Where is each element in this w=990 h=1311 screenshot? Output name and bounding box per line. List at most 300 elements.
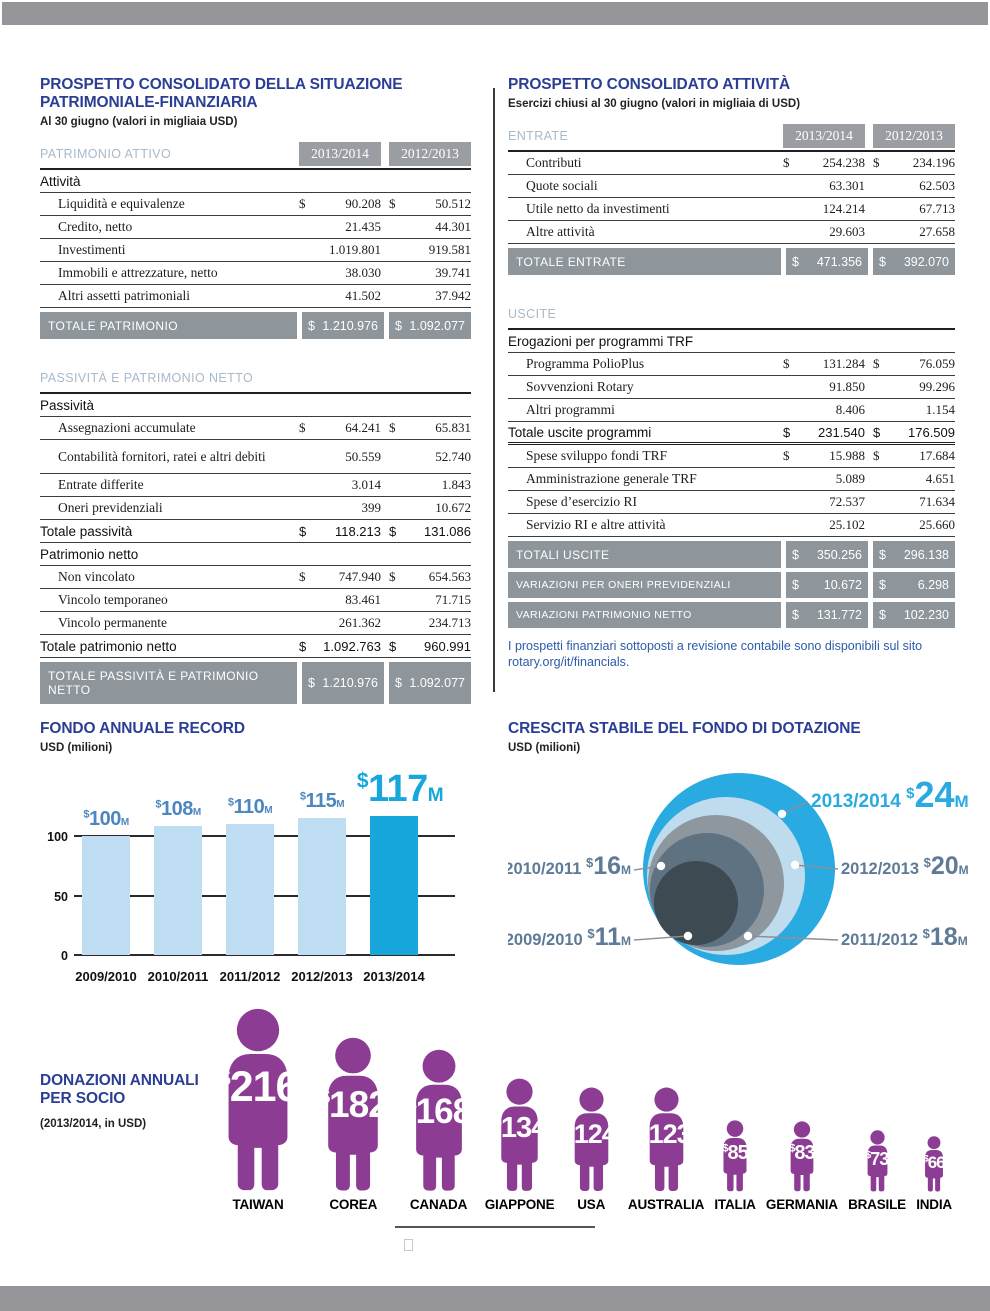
amount-cell xyxy=(389,449,471,465)
donations-title-line2: PER SOCIO xyxy=(40,1090,126,1107)
amount-value: 25.102 xyxy=(829,517,865,532)
amount-cell xyxy=(873,572,955,598)
amount-value: 50.512 xyxy=(435,196,471,211)
table-row-spacer xyxy=(508,275,955,300)
amount-cell xyxy=(873,471,955,487)
person-country-label: AUSTRALIA xyxy=(627,1197,705,1212)
amount-value: 52.740 xyxy=(435,448,471,464)
donations-subtitle: (2013/2014, in USD) xyxy=(40,1118,147,1130)
amount-cell xyxy=(873,494,955,510)
annual-fund-chart-section xyxy=(40,720,470,984)
table-row-vincolo-permanente xyxy=(40,612,471,635)
person-value-123: $123 xyxy=(641,1119,691,1149)
person-value-83: $83 xyxy=(789,1142,815,1164)
amount-value: 90.208 xyxy=(345,196,381,211)
dollar-sign: $ xyxy=(308,676,315,690)
donations-pictogram-chart xyxy=(212,998,952,1212)
year-header-2013-2014: 2013/2014 xyxy=(299,142,381,166)
person-icon xyxy=(640,1087,693,1192)
amount-cell xyxy=(783,448,865,464)
dollar-sign: $ xyxy=(389,523,397,539)
row-label: Altri assetti patrimoniali xyxy=(58,288,190,303)
table-row-utile-netto-da-investimenti xyxy=(508,198,955,221)
table-row-erogazioni-per-programmi-trf xyxy=(508,330,955,353)
person-value-85: $85 xyxy=(722,1142,748,1164)
activity-statement-section xyxy=(508,76,955,671)
amount-value: 41.502 xyxy=(345,288,381,303)
bar-2011-2012 xyxy=(226,824,274,955)
bar-2012-2013 xyxy=(298,818,346,955)
dollar-sign: $ xyxy=(395,318,402,333)
dollar-sign: $ xyxy=(792,547,799,562)
row-label: ENTRATE xyxy=(508,129,569,143)
y-tick-50: 50 xyxy=(54,889,68,904)
amount-value: 399 xyxy=(361,500,381,515)
table-row-attivit xyxy=(40,170,471,193)
row-label: Totale patrimonio netto xyxy=(40,638,177,654)
row-label: Immobili e attrezzature, netto xyxy=(58,265,218,280)
amount-cell xyxy=(389,288,471,304)
person-icon xyxy=(212,1008,304,1192)
dollar-sign: $ xyxy=(783,356,790,371)
person-value-216: $216 xyxy=(217,1063,299,1111)
person-icon xyxy=(403,1049,475,1192)
person-item-italia xyxy=(714,1120,755,1212)
amount-value: 91.850 xyxy=(829,379,865,394)
row-label: Quote sociali xyxy=(526,178,598,193)
amount-cell xyxy=(389,477,471,493)
amount-value: 25.660 xyxy=(919,517,955,532)
table-row-credito-netto xyxy=(40,216,471,239)
dollar-sign: $ xyxy=(873,424,881,440)
row-label: Spese d’esercizio RI xyxy=(526,494,637,509)
row-label: Passività xyxy=(40,397,95,413)
amount-cell xyxy=(389,524,471,539)
row-label: Utile netto da investimenti xyxy=(526,201,670,216)
table-row-vincolo-temporaneo xyxy=(40,589,471,612)
bubble-label-2013-2014: 2013/2014 $24M xyxy=(811,774,969,815)
person-country-label: USA xyxy=(577,1197,606,1212)
amount-value: 50.559 xyxy=(345,448,381,464)
callout-dot-2010-2011 xyxy=(657,862,665,870)
amount-value: 350.256 xyxy=(816,547,862,562)
amount-value: 118.213 xyxy=(334,523,381,539)
person-icon xyxy=(920,1136,948,1192)
year-header-2013-2014: 2013/2014 xyxy=(783,124,865,148)
amount-value: 29.603 xyxy=(829,224,865,239)
table-row-variazioni-per-oneri-previdenziali xyxy=(508,572,955,598)
table-row-investimenti xyxy=(40,239,471,262)
balance-sheet-title xyxy=(40,76,471,112)
amount-cell xyxy=(299,196,381,212)
amount-cell xyxy=(299,420,381,436)
table-row-contributi xyxy=(508,152,955,175)
row-label: Totale uscite programmi xyxy=(508,424,652,440)
table-row-oneri-previdenziali xyxy=(40,497,471,520)
balance-sheet-section xyxy=(40,76,471,704)
amount-value: 37.942 xyxy=(435,288,471,303)
bar-value-label-110: $110M xyxy=(227,796,273,819)
x-label-2010-2011: 2010/2011 xyxy=(147,969,209,984)
donations-title-line1: DONAZIONI ANNUALI xyxy=(40,1072,199,1089)
amount-value: 747.940 xyxy=(338,569,381,584)
amount-cell xyxy=(389,196,471,212)
amount-cell xyxy=(389,242,471,258)
table-row-totale-patrimonio xyxy=(40,312,471,339)
amount-cell xyxy=(299,524,381,539)
footer-rule xyxy=(395,1226,595,1228)
person-country-label: GERMANIA xyxy=(765,1197,838,1212)
amount-cell xyxy=(786,541,868,568)
amount-value: 102.230 xyxy=(903,608,949,622)
dollar-sign: $ xyxy=(299,420,306,435)
amount-value: 10.672 xyxy=(435,500,471,515)
person-item-germania xyxy=(766,1121,838,1212)
table-row-uscite xyxy=(508,300,955,330)
annual-fund-title: FONDO ANNUALE RECORD xyxy=(40,720,245,737)
amount-value: 76.059 xyxy=(919,356,955,371)
row-label: Liquidità e equivalenze xyxy=(58,196,185,211)
x-label-2012-2013: 2012/2013 xyxy=(291,969,353,984)
person-icon xyxy=(314,1037,392,1192)
amount-value: 3.014 xyxy=(351,477,381,492)
bar-value-label-100: $100M xyxy=(83,808,129,830)
dollar-sign: $ xyxy=(299,638,307,654)
table-row-totale-passivit xyxy=(40,520,471,543)
bubble-label-2009-2010: 2009/2010 $11M xyxy=(508,923,631,951)
amount-cell xyxy=(389,569,471,585)
person-icon xyxy=(491,1078,548,1192)
x-label-2011-2012: 2011/2012 xyxy=(219,969,281,984)
amount-value: 1.843 xyxy=(441,477,471,492)
amount-value: 1.092.077 xyxy=(409,676,465,690)
person-country-label: GIAPPONE xyxy=(484,1197,555,1212)
dollar-sign: $ xyxy=(389,638,397,654)
endowment-subtitle: USD (milioni) xyxy=(508,742,581,754)
donations-heading xyxy=(40,1072,230,1130)
amount-cell xyxy=(389,500,471,516)
amount-value: 67.713 xyxy=(919,201,955,216)
dollar-sign: $ xyxy=(299,196,306,211)
amount-value: 10.672 xyxy=(823,578,862,592)
y-tick-100: 100 xyxy=(47,830,68,844)
dollar-sign: $ xyxy=(299,569,306,584)
amount-cell xyxy=(389,639,471,654)
amount-cell xyxy=(299,569,381,585)
amount-cell xyxy=(873,379,955,395)
amount-value: 39.741 xyxy=(435,265,471,280)
year-header-2012-2013: 2012/2013 xyxy=(389,142,471,166)
amount-value: 27.658 xyxy=(919,224,955,239)
table-row-totale-entrate xyxy=(508,248,955,275)
dollar-sign: $ xyxy=(299,523,307,539)
amount-cell xyxy=(783,178,865,194)
person-country-label: BRASILE xyxy=(848,1197,906,1212)
row-label: Non vincolato xyxy=(58,569,135,584)
table-row-immobili-e-attrezzature-netto xyxy=(40,262,471,285)
amount-cell xyxy=(299,242,381,258)
table-row-liquidit-e-equivalenze xyxy=(40,193,471,216)
bar-value-label-117: $117M xyxy=(356,767,444,810)
person-item-india xyxy=(916,1136,952,1212)
amount-value: 960.991 xyxy=(424,638,471,654)
dollar-sign: $ xyxy=(389,196,396,211)
amount-cell xyxy=(873,425,955,440)
table-row-altre-attivit xyxy=(508,221,955,244)
bubble-chart-svg xyxy=(508,762,978,974)
person-value-168: $168 xyxy=(405,1092,472,1131)
table-row-assegnazioni-accumulate xyxy=(40,417,471,440)
balance-sheet-title-line2: PATRIMONIALE-FINANZIARIA xyxy=(40,94,258,111)
bar-value-label-108: $108M xyxy=(155,798,201,821)
activity-statement-table xyxy=(508,122,955,628)
table-row-spese-d-esercizio-ri xyxy=(508,491,955,514)
dollar-sign: $ xyxy=(783,448,790,463)
person-item-giappone xyxy=(485,1078,555,1212)
amount-cell xyxy=(873,224,955,240)
person-value-124: $124 xyxy=(566,1119,616,1149)
amount-cell xyxy=(783,517,865,533)
person-icon xyxy=(565,1087,618,1192)
amount-value: 15.988 xyxy=(829,448,865,463)
person-item-canada xyxy=(403,1049,475,1212)
amount-cell xyxy=(873,248,955,275)
donations-title xyxy=(40,1072,230,1108)
x-label-2013-2014: 2013/2014 xyxy=(363,969,425,984)
amount-cell xyxy=(389,219,471,235)
row-label: Vincolo temporaneo xyxy=(58,592,168,607)
person-item-australia xyxy=(628,1087,704,1212)
amount-cell xyxy=(873,155,955,171)
table-row-contabilit-fornitori-ratei-e-altri-debiti xyxy=(40,440,471,474)
amount-cell xyxy=(302,312,384,339)
amount-cell xyxy=(783,224,865,240)
amount-cell xyxy=(783,201,865,217)
amount-cell xyxy=(873,402,955,418)
row-label: Contributi xyxy=(526,155,582,170)
top-gray-bar xyxy=(2,2,988,25)
amount-cell xyxy=(873,448,955,464)
row-label: Sovvenzioni Rotary xyxy=(526,379,634,394)
amount-value: 71.634 xyxy=(919,494,955,509)
row-label: Servizio RI e altre attività xyxy=(526,517,666,532)
bubble-label-2010-2011: 2010/2011 $16M xyxy=(508,852,631,880)
amount-cell xyxy=(783,494,865,510)
amount-value: 4.651 xyxy=(925,471,955,486)
person-icon xyxy=(784,1121,820,1192)
table-row-non-vincolato xyxy=(40,566,471,589)
y-tick-0: 0 xyxy=(61,949,68,963)
amount-value: 131.772 xyxy=(816,608,862,622)
person-country-label: ITALIA xyxy=(714,1197,756,1212)
row-label: PASSIVITÀ E PATRIMONIO NETTO xyxy=(40,371,254,385)
row-label: Amministrazione generale TRF xyxy=(526,471,697,486)
dollar-sign: $ xyxy=(873,356,880,371)
amount-cell xyxy=(299,500,381,516)
person-item-usa xyxy=(565,1087,618,1212)
person-icon xyxy=(862,1130,893,1192)
dollar-sign: $ xyxy=(395,676,402,690)
endowment-bubble-chart xyxy=(508,762,968,979)
row-label: Erogazioni per programmi TRF xyxy=(508,333,694,349)
amount-cell xyxy=(783,356,865,372)
table-row-passivit-e-patrimonio-netto xyxy=(40,364,471,394)
amount-cell xyxy=(783,425,865,440)
table-row-servizio-ri-e-altre-attivit xyxy=(508,514,955,537)
amount-value: 99.296 xyxy=(919,379,955,394)
amount-cell xyxy=(873,541,955,568)
person-value-134: $134 xyxy=(492,1112,547,1144)
amount-cell xyxy=(389,420,471,436)
amount-cell xyxy=(389,312,471,339)
balance-sheet-subtitle: Al 30 giugno (valori in migliaia USD) xyxy=(40,116,238,128)
dollar-sign: $ xyxy=(792,254,799,269)
table-row-totale-patrimonio-netto xyxy=(40,635,471,658)
amount-value: 919.581 xyxy=(428,242,471,257)
dollar-sign: $ xyxy=(389,569,396,584)
table-row-quote-sociali xyxy=(508,175,955,198)
annual-fund-subtitle: USD (milioni) xyxy=(40,742,113,754)
row-label: Contabilità fornitori, ratei e altri debiti xyxy=(58,448,266,464)
row-label: VARIAZIONI PER ONERI PREVIDENZIALI xyxy=(508,572,781,598)
person-value-182: $182 xyxy=(318,1084,388,1125)
amount-value: 234.196 xyxy=(912,155,955,170)
bottom-gray-bar xyxy=(0,1286,990,1311)
amount-value: 261.362 xyxy=(338,615,381,630)
activity-statement-subtitle: Esercizi chiusi al 30 giugno (valori in migliaia di USD) xyxy=(508,98,801,110)
row-label: Programma PolioPlus xyxy=(526,356,645,371)
amount-value: 1.092.763 xyxy=(323,638,381,654)
person-item-brasile xyxy=(848,1130,906,1212)
amount-cell xyxy=(786,572,868,598)
dollar-sign: $ xyxy=(879,608,886,622)
bar-2009-2010 xyxy=(82,836,130,955)
amount-value: 38.030 xyxy=(345,265,381,280)
bubble-label-2012-2013: 2012/2013 $20M xyxy=(841,852,969,880)
table-row-sovvenzioni-rotary xyxy=(508,376,955,399)
footer-placeholder-glyph xyxy=(404,1239,413,1251)
amount-cell xyxy=(786,248,868,275)
row-label: PATRIMONIO ATTIVO xyxy=(40,147,172,161)
amount-value: 131.284 xyxy=(822,356,865,371)
dollar-sign: $ xyxy=(792,608,799,622)
balance-sheet-title-line1: PROSPETTO CONSOLIDATO DELLA SITUAZIONE xyxy=(40,76,403,93)
amount-cell xyxy=(786,602,868,628)
amount-value: 5.089 xyxy=(835,471,865,486)
row-label: Altre attività xyxy=(526,224,595,239)
amount-value: 64.241 xyxy=(345,420,381,435)
amount-value: 254.238 xyxy=(822,155,865,170)
amount-cell xyxy=(389,615,471,631)
amount-cell xyxy=(389,592,471,608)
bar-2010-2011 xyxy=(154,826,202,955)
amount-cell xyxy=(783,402,865,418)
amount-cell xyxy=(783,471,865,487)
amount-value: 83.461 xyxy=(345,592,381,607)
row-label: TOTALE PATRIMONIO xyxy=(40,312,297,339)
amount-value: 62.503 xyxy=(919,178,955,193)
table-row-entrate-differite xyxy=(40,474,471,497)
table-row-altri-programmi xyxy=(508,399,955,422)
amount-cell xyxy=(299,265,381,281)
activity-statement-title: PROSPETTO CONSOLIDATO ATTIVITÀ xyxy=(508,76,791,93)
audit-note: I prospetti finanziari sottoposti a revisione contabile sono disponibili sul sito rotary.org/it/financials. xyxy=(508,639,923,670)
person-country-label: CANADA xyxy=(409,1197,468,1212)
dollar-sign: $ xyxy=(389,420,396,435)
person-item-taiwan xyxy=(212,1008,304,1212)
amount-value: 6.298 xyxy=(917,578,949,592)
dollar-sign: $ xyxy=(879,547,886,562)
balance-sheet-table xyxy=(40,140,471,704)
table-row-variazioni-patrimonio-netto xyxy=(508,602,955,628)
table-row-altri-assetti-patrimoniali xyxy=(40,285,471,308)
dollar-sign: $ xyxy=(792,578,799,592)
row-label: Spese sviluppo fondi TRF xyxy=(526,448,668,463)
row-label: USCITE xyxy=(508,307,557,321)
bar-value-label-115: $115M xyxy=(299,790,345,813)
amount-value: 72.537 xyxy=(829,494,865,509)
table-row-spese-sviluppo-fondi-trf xyxy=(508,445,955,468)
amount-value: 63.301 xyxy=(829,178,865,193)
amount-value: 176.509 xyxy=(908,424,955,440)
amount-value: 471.356 xyxy=(816,254,862,269)
amount-value: 1.092.077 xyxy=(409,318,465,333)
row-label: TOTALI USCITE xyxy=(508,541,781,568)
amount-cell xyxy=(299,639,381,654)
amount-value: 654.563 xyxy=(428,569,471,584)
row-label: Patrimonio netto xyxy=(40,546,139,562)
amount-value: 234.713 xyxy=(428,615,471,630)
endowment-chart-section xyxy=(508,720,968,979)
amount-cell xyxy=(302,662,384,704)
row-label: TOTALE PASSIVITÀ E PATRIMONIO NETTO xyxy=(40,662,297,704)
row-label: Vincolo permanente xyxy=(58,615,168,630)
amount-value: 392.070 xyxy=(903,254,949,269)
row-label: Investimenti xyxy=(58,242,126,257)
amount-cell xyxy=(299,615,381,631)
amount-value: 231.540 xyxy=(818,424,865,440)
dollar-sign: $ xyxy=(879,254,886,269)
row-label: Oneri previdenziali xyxy=(58,500,163,515)
amount-cell xyxy=(873,517,955,533)
amount-value: 1.019.801 xyxy=(329,242,381,257)
amount-value: 131.086 xyxy=(424,523,471,539)
dollar-sign: $ xyxy=(873,155,880,170)
table-row-patrimonio-attivo xyxy=(40,140,471,170)
table-row-totale-passivit-e-patrimonio-netto xyxy=(40,662,471,704)
amount-cell xyxy=(873,356,955,372)
amount-value: 71.715 xyxy=(435,592,471,607)
amount-value: 124.214 xyxy=(822,201,865,216)
person-icon xyxy=(717,1120,753,1192)
row-label: Attività xyxy=(40,173,81,189)
table-row-spacer xyxy=(40,339,471,364)
callout-dot-2009-2010 xyxy=(684,932,692,940)
amount-cell xyxy=(299,592,381,608)
amount-cell xyxy=(389,265,471,281)
dollar-sign: $ xyxy=(879,578,886,592)
amount-cell xyxy=(299,219,381,235)
amount-cell xyxy=(299,288,381,304)
row-label: VARIAZIONI PATRIMONIO NETTO xyxy=(508,602,781,628)
row-label: Totale passività xyxy=(40,523,133,539)
amount-cell xyxy=(873,201,955,217)
amount-cell xyxy=(873,602,955,628)
row-label: Credito, netto xyxy=(58,219,133,234)
dollar-sign: $ xyxy=(873,448,880,463)
row-label: Entrate differite xyxy=(58,477,144,492)
row-label: Altri programmi xyxy=(526,402,615,417)
